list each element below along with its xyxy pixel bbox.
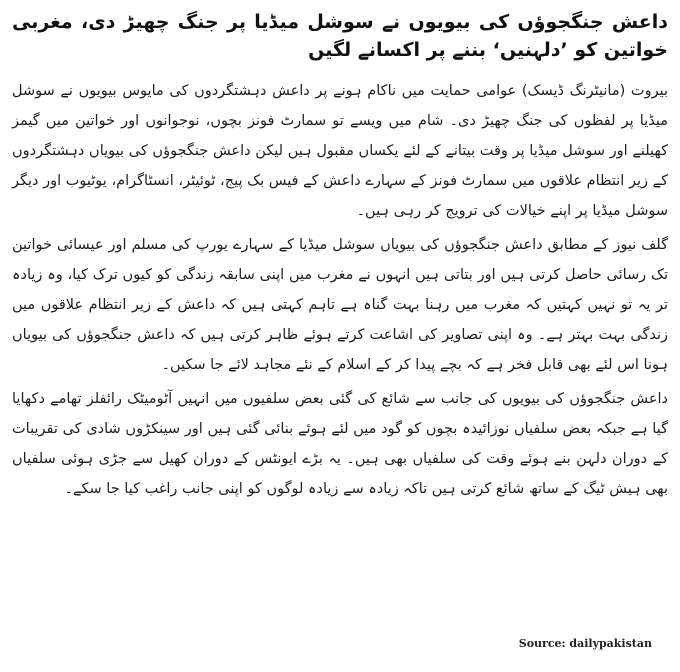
article-paragraph-1: بیروت (مانیٹرنگ ڈیسک) عوامی حمایت میں ناکام ہونے پر داعش دہشتگردوں کی مایوس بیویوں نے سوشل میڈیا پر لفظوں کی جنگ چھیڑ دی۔ شام میں ویسے تو سمارٹ فونز بچوں، نوجوانوں اور خواتین میں گیمز کھیلنے اور سوشل میڈیا پر وقت بیتانے کے لئے یکساں مقبول ہیں لیکن داعش جنگجوؤں کی بیویاں دہشتگردوں کے زیر انتظام علاقوں میں سمارٹ فونز کے سہارے داعش کے فیس بک پیج، ٹوئیٹر، انسٹاگرام، یوٹیوب اور دیگر سوشل میڈیا پر اپنے خیالات کی ترویج کر رہی ہیں۔ [12,83,668,219]
article-headline: داعش جنگجوؤں کی بیویوں نے سوشل میڈیا پر جنگ چھیڑ دی، مغربی خواتین کو ’دلہنیں‘ بننے پر اکسانے لگیں [12,11,668,61]
article-paragraph-2: گلف نیوز کے مطابق داعش جنگجوؤں کی بیویاں سوشل میڈیا کے سہارے یورپ کی مسلم اور عیسائی خواتین تک رسائی حاصل کرتی ہیں اور بتاتی ہیں انہوں نے مغرب میں اپنی سابقہ زندگی کو کیوں ترک کیا، وہ زیادہ تر یہ تو نہیں کہتیں کہ مغرب میں رہنا بہت گناہ ہے تاہم کہتی ہیں کہ داعش کے زیر انتظام علاقوں میں زندگی بہت بہتر ہے۔ وہ اپنی تصاویر کی اشاعت کرتے ہوئے ظاہر کرتی ہیں کہ داعش جنگجوؤں کی بیویاں ہونا اس لئے بھی قابل فخر ہے کہ بچے پیدا کر کے اسلام کے نئے مجاہد لائے جا سکیں۔ [12,237,668,373]
article-paragraph-3: داعش جنگجوؤں کی بیویوں کی جانب سے شائع کی گئی بعض سلفیوں میں انہیں آٹومیٹک رائفلز تھامے دکھایا گیا ہے جبکہ بعض سلفیاں نوزائیدہ بچوں کو گود میں لئے ہوئے بنائی گئی ہیں اور سینکڑوں شادی کی تقریبات کے دوران دلہن بنے ہوئے وقت کی سلفیاں بھی ہیں۔ یہ بڑے ایونٹس کے دوران کھیل سے جڑی ہوئی سلفیاں بھی ہیش ٹیگ کے ساتھ شائع کرتی ہیں تاکہ زیادہ سے زیادہ لوگوں کو اپنی جانب راغب کیا جا سکے۔ [12,391,668,497]
source-credit: Source: dailypakistan [518,637,652,650]
